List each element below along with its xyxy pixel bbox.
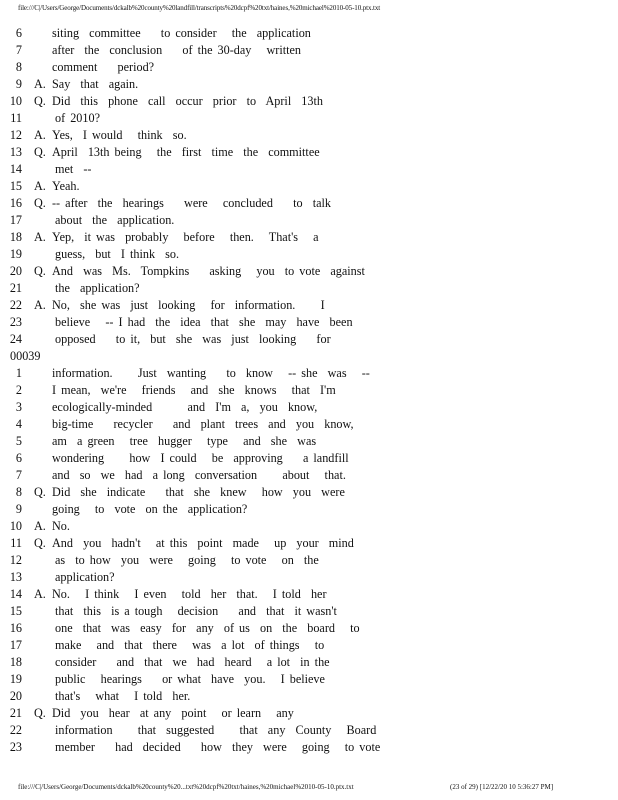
line-text: information. Just wanting to know -- she was -- bbox=[52, 366, 370, 380]
transcript-line bbox=[0, 178, 600, 195]
line-text: Yeah. bbox=[52, 179, 80, 193]
transcript-line bbox=[0, 501, 600, 518]
transcript-line bbox=[0, 739, 600, 756]
speaker-label: A. bbox=[34, 128, 46, 142]
line-number: 19 bbox=[9, 672, 22, 686]
line-text: guess, but I think so. bbox=[55, 247, 180, 261]
transcript-line bbox=[0, 671, 600, 688]
page-number-marker bbox=[0, 348, 600, 365]
line-text: public hearings or what have you. I believe bbox=[55, 672, 325, 686]
line-text: of 2010? bbox=[55, 111, 100, 125]
line-number: 19 bbox=[9, 247, 22, 261]
line-number: 1 bbox=[15, 366, 22, 380]
transcript-line bbox=[0, 331, 600, 348]
line-text: after the conclusion of the 30-day written bbox=[52, 43, 302, 57]
line-text: I mean, we're friends and she knows that I'm bbox=[52, 383, 336, 397]
line-number: 4 bbox=[15, 417, 22, 431]
line-number: 10 bbox=[9, 519, 22, 533]
line-number: 11 bbox=[10, 536, 22, 550]
line-text: member had decided how they were going to vote bbox=[55, 740, 381, 754]
transcript-line bbox=[0, 382, 600, 399]
line-number: 9 bbox=[15, 502, 22, 516]
line-text: comment period? bbox=[52, 60, 155, 74]
line-text: the application? bbox=[55, 281, 140, 295]
line-number: 14 bbox=[9, 162, 22, 176]
transcript-body bbox=[0, 25, 600, 756]
transcript-line bbox=[0, 42, 600, 59]
line-text: make and that there was a lot of things to bbox=[55, 638, 325, 652]
line-text: Yep, it was probably before then. That's a bbox=[52, 230, 319, 244]
line-number: 6 bbox=[15, 26, 22, 40]
transcript-line bbox=[0, 637, 600, 654]
transcript-line bbox=[0, 688, 600, 705]
transcript-line bbox=[0, 144, 600, 161]
line-number: 20 bbox=[9, 264, 22, 278]
line-number: 11 bbox=[10, 111, 22, 125]
line-text: Say that again. bbox=[52, 77, 139, 91]
line-number: 18 bbox=[9, 230, 22, 244]
line-text: Did she indicate that she knew how you were bbox=[52, 485, 345, 499]
transcript-line bbox=[0, 552, 600, 569]
speaker-label: Q. bbox=[34, 536, 46, 550]
line-text: consider and that we had heard a lot in the bbox=[55, 655, 330, 669]
line-text: and so we had a long conversation about that. bbox=[52, 468, 346, 482]
line-text: believe -- I had the idea that she may have been bbox=[55, 315, 353, 329]
file-path-header: file:///C|/Users/George/Documents/dckalb%20county%20landfill/transcripts%20dcpf%20txt/haines,%20michael%2010-05-10.ptx.txt bbox=[18, 4, 381, 12]
transcript-line bbox=[0, 518, 600, 535]
transcript-line bbox=[0, 586, 600, 603]
transcript-line bbox=[0, 76, 600, 93]
transcript-line bbox=[0, 246, 600, 263]
transcript-line bbox=[0, 297, 600, 314]
line-number: 14 bbox=[9, 587, 22, 601]
line-text: No, she was just looking for information. I bbox=[52, 298, 325, 312]
line-text: application? bbox=[55, 570, 115, 584]
speaker-label: A. bbox=[34, 587, 46, 601]
speaker-label: A. bbox=[34, 298, 46, 312]
transcript-line bbox=[0, 722, 600, 739]
line-number: 7 bbox=[15, 468, 22, 482]
transcript-line bbox=[0, 399, 600, 416]
line-number: 8 bbox=[15, 60, 22, 74]
line-number: 15 bbox=[9, 604, 22, 618]
speaker-label: A. bbox=[34, 77, 46, 91]
transcript-line bbox=[0, 263, 600, 280]
line-number: 6 bbox=[15, 451, 22, 465]
line-number: 9 bbox=[15, 77, 22, 91]
line-text: opposed to it, but she was just looking for bbox=[55, 332, 331, 346]
transcript-line bbox=[0, 535, 600, 552]
transcript-line bbox=[0, 195, 600, 212]
transcript-line bbox=[0, 467, 600, 484]
speaker-label: Q. bbox=[34, 196, 46, 210]
line-text: siting committee to consider the application bbox=[52, 26, 311, 40]
line-text: that this is a tough decision and that it wasn't bbox=[55, 604, 337, 618]
line-number: 13 bbox=[9, 570, 22, 584]
footer-file-path: file:///C|/Users/George/Documents/dckalb%20county%20...txt%20dcpf%20txt/haines,%20michael%2010-05-10.ptx.txt bbox=[18, 783, 354, 791]
transcript-line bbox=[0, 705, 600, 722]
line-text: Did you hear at any point or learn any bbox=[52, 706, 294, 720]
line-text: am a green tree hugger type and she was bbox=[52, 434, 317, 448]
line-number: 15 bbox=[9, 179, 22, 193]
line-text: one that was easy for any of us on the board to bbox=[55, 621, 360, 635]
transcript-line bbox=[0, 433, 600, 450]
transcript-line bbox=[0, 416, 600, 433]
line-text: Yes, I would think so. bbox=[52, 128, 187, 142]
line-number: 17 bbox=[9, 638, 22, 652]
line-number: 7 bbox=[15, 43, 22, 57]
transcript-line bbox=[0, 603, 600, 620]
line-text: that's what I told her. bbox=[55, 689, 191, 703]
speaker-label: A. bbox=[34, 179, 46, 193]
transcript-line bbox=[0, 93, 600, 110]
transcript-line bbox=[0, 569, 600, 586]
line-text: ecologically-minded and I'm a, you know, bbox=[52, 400, 318, 414]
line-number: 5 bbox=[15, 434, 22, 448]
transcript-line bbox=[0, 654, 600, 671]
transcript-line bbox=[0, 229, 600, 246]
transcript-line bbox=[0, 161, 600, 178]
line-text: And was Ms. Tompkins asking you to vote against bbox=[52, 264, 365, 278]
line-text: big-time recycler and plant trees and you know, bbox=[52, 417, 354, 431]
line-number: 12 bbox=[9, 128, 22, 142]
transcript-line bbox=[0, 25, 600, 42]
line-number: 17 bbox=[9, 213, 22, 227]
transcript-line bbox=[0, 212, 600, 229]
line-number: 22 bbox=[9, 298, 22, 312]
line-number: 23 bbox=[9, 740, 22, 754]
speaker-label: Q. bbox=[34, 145, 46, 159]
speaker-label: Q. bbox=[34, 94, 46, 108]
transcript-line bbox=[0, 450, 600, 467]
line-number: 16 bbox=[9, 621, 22, 635]
line-text: wondering how I could be approving a landfill bbox=[52, 451, 349, 465]
line-number: 20 bbox=[9, 689, 22, 703]
footer-page-info: (23 of 29) [12/22/20 10 5:36:27 PM] bbox=[450, 783, 554, 791]
speaker-label: Q. bbox=[34, 485, 46, 499]
line-text: met -- bbox=[55, 162, 92, 176]
transcript-line bbox=[0, 484, 600, 501]
line-text: No. bbox=[52, 519, 70, 533]
speaker-label: A. bbox=[34, 519, 46, 533]
line-text: going to vote on the application? bbox=[52, 502, 248, 516]
line-number: 22 bbox=[9, 723, 22, 737]
line-number: 24 bbox=[9, 332, 22, 346]
line-number: 18 bbox=[9, 655, 22, 669]
line-text: And you hadn't at this point made up your mind bbox=[52, 536, 354, 550]
line-number: 2 bbox=[15, 383, 22, 397]
line-number: 10 bbox=[9, 94, 22, 108]
transcript-line bbox=[0, 59, 600, 76]
line-number: 8 bbox=[15, 485, 22, 499]
speaker-label: A. bbox=[34, 230, 46, 244]
line-text: information that suggested that any County Board bbox=[55, 723, 377, 737]
transcript-line bbox=[0, 620, 600, 637]
line-number: 21 bbox=[9, 706, 22, 720]
line-number: 16 bbox=[9, 196, 22, 210]
line-number: 21 bbox=[9, 281, 22, 295]
transcript-line bbox=[0, 127, 600, 144]
line-text: April 13th being the first time the committee bbox=[52, 145, 320, 159]
transcript-line bbox=[0, 110, 600, 127]
speaker-label: Q. bbox=[34, 264, 46, 278]
speaker-label: Q. bbox=[34, 706, 46, 720]
line-number: 13 bbox=[9, 145, 22, 159]
line-number: 12 bbox=[9, 553, 22, 567]
transcript-line bbox=[0, 314, 600, 331]
line-number: 3 bbox=[15, 400, 22, 414]
line-number: 23 bbox=[9, 315, 22, 329]
transcript-line bbox=[0, 365, 600, 382]
line-text: Did this phone call occur prior to April 13th bbox=[52, 94, 323, 108]
line-text: No. I think I even told her that. I told her bbox=[52, 587, 327, 601]
page-number: 00039 bbox=[10, 349, 41, 363]
transcript-line bbox=[0, 280, 600, 297]
line-text: -- after the hearings were concluded to talk bbox=[52, 196, 331, 210]
line-text: about the application. bbox=[55, 213, 175, 227]
line-text: as to how you were going to vote on the bbox=[55, 553, 319, 567]
